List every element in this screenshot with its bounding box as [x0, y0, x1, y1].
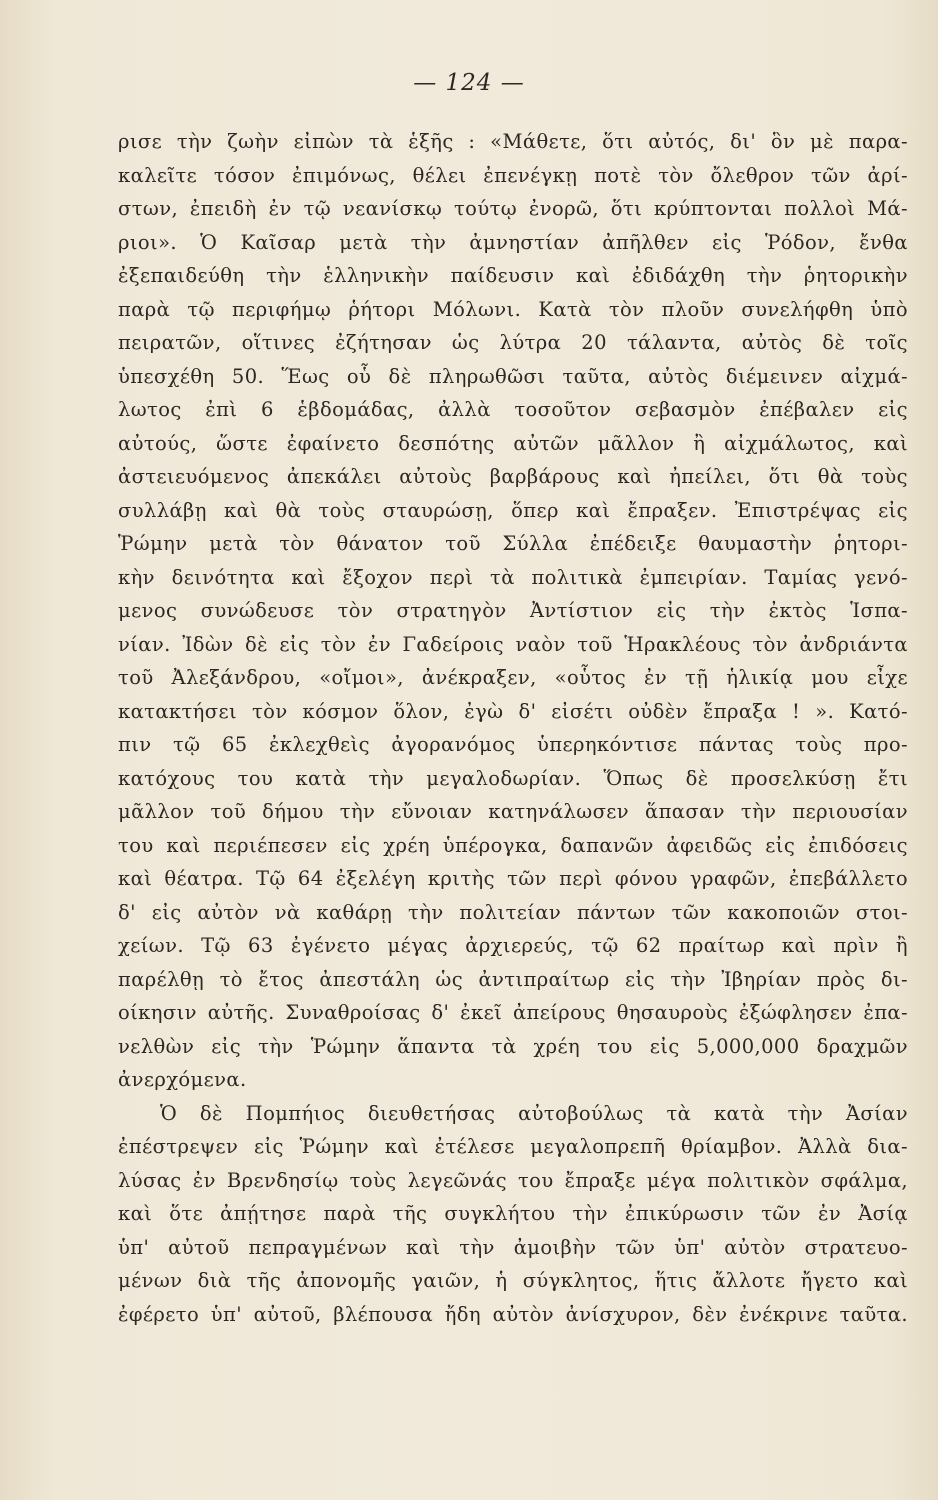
text-line: ρισε τὴν ζωὴν εἰπὼν τὰ ἑξῆς : «Μάθετε, ὅτι αὐτός, δι' ὃν μὲ παρα- — [118, 130, 908, 153]
text-line: ἐφέρετο ὑπ' αὐτοῦ, βλέπουσα ἤδη αὐτὸν ἀνίσχυρον, δὲν ἐνέκρινε ταῦτα. — [118, 1302, 908, 1326]
page-number: — 124 — — [413, 70, 525, 96]
text-line: μένων διὰ τῆς ἀπονομῆς γαιῶν, ἡ σύγκλητος, ἥτις ἄλλοτε ἤγετο καὶ — [118, 1269, 908, 1292]
text-line: δ' εἰς αὐτὸν νὰ καθάρῃ τὴν πολιτείαν πάντων τῶν κακοποιῶν στοι- — [118, 900, 908, 924]
text-line: πιν τῷ 65 ἐκλεχθεὶς ἀγορανόμος ὑπερηκόντισε πάντας τοὺς προ- — [118, 733, 908, 756]
text-line: πειρατῶν, οἵτινες ἐζήτησαν ὡς λύτρα 20 τάλαντα, αὐτὸς δὲ τοῖς — [118, 331, 908, 354]
text-line: στων, ἐπειδὴ ἐν τῷ νεανίσκῳ τούτῳ ἐνορῶ, ὅτι κρύπτονται πολλοὶ Μά- — [118, 197, 908, 220]
text-line: κατόχους του κατὰ τὴν μεγαλοδωρίαν. Ὅπως δὲ προσελκύσῃ ἔτι — [118, 766, 908, 790]
text-line: καὶ θέατρα. Τῷ 64 ἐξελέγη κριτὴς τῶν περὶ φόνου γραφῶν, ἐπεβάλλετο — [118, 867, 908, 890]
text-line: ἀστειευόμενος ἀπεκάλει αὐτοὺς βαρβάρους καὶ ἠπείλει, ὅτι θὰ τοὺς — [118, 465, 908, 488]
text-line: ἐξεπαιδεύθη τὴν ἑλληνικὴν παίδευσιν καὶ ἐδιδάχθη τὴν ῥητορικὴν — [118, 264, 908, 287]
text-line: μᾶλλον τοῦ δήμου τὴν εὔνοιαν κατηνάλωσεν ἅπασαν τὴν περιουσίαν — [118, 800, 908, 823]
text-line: κὴν δεινότητα καὶ ἔξοχον περὶ τὰ πολιτικὰ ἐμπειρίαν. Ταμίας γενό- — [118, 565, 908, 589]
text-line: ἐπέστρεψεν εἰς Ῥώμην καὶ ἐτέλεσε μεγαλοπρεπῆ θρίαμβον. Ἀλλὰ δια- — [118, 1135, 908, 1158]
text-line: ὑπεσχέθη 50. Ἕως οὗ δὲ πληρωθῶσι ταῦτα, αὐτὸς διέμεινεν αἰχμά- — [118, 364, 908, 388]
text-line: καὶ ὅτε ἀπῄτησε παρὰ τῆς συγκλήτου τὴν ἐπικύρωσιν τῶν ἐν Ἀσίᾳ — [118, 1202, 908, 1225]
text-line: λωτος ἐπὶ 6 ἑβδομάδας, ἀλλὰ τοσοῦτον σεβασμὸν ἐπέβαλεν εἰς — [118, 398, 908, 421]
text-line: παρέλθῃ τὸ ἔτος ἀπεστάλη ὡς ἀντιπραίτωρ εἰς τὴν Ἰβηρίαν πρὸς δι- — [118, 967, 908, 991]
text-line: ἀνερχόμενα. — [118, 1068, 247, 1091]
text-line: νίαν. Ἰδὼν δὲ εἰς τὸν ἐν Γαδείροις ναὸν τοῦ Ἡρακλέους τὸν ἀνδριάντα — [118, 632, 908, 656]
text-line: χείων. Τῷ 63 ἐγένετο μέγας ἀρχιερεύς, τῷ 62 πραίτωρ καὶ πρὶν ἢ — [118, 934, 908, 957]
text-line: αὐτούς, ὥστε ἐφαίνετο δεσπότης αὐτῶν μᾶλλον ἢ αἰχμάλωτος, καὶ — [118, 431, 908, 455]
text-line: του καὶ περιέπεσεν εἰς χρέη ὑπέρογκα, δαπανῶν ἀφειδῶς εἰς ἐπιδόσεις — [118, 833, 908, 857]
text-line: καλεῖτε τόσον ἐπιμόνως, θέλει ἐπενέγκῃ ποτὲ τὸν ὄλεθρον τῶν ἀρί- — [118, 163, 908, 187]
text-line: Ῥώμην μετὰ τὸν θάνατον τοῦ Σύλλα ἐπέδειξε θαυμαστὴν ῥητορι- — [118, 532, 908, 555]
text-line: ὑπ' αὐτοῦ πεπραγμένων καὶ τὴν ἀμοιβὴν τῶν ὑπ' αὐτὸν στρατευο- — [118, 1235, 908, 1259]
text-line: μενος συνώδευσε τὸν στρατηγὸν Ἀντίστιον εἰς τὴν ἐκτὸς Ἱσπα- — [118, 599, 908, 622]
text-line: τοῦ Ἀλεξάνδρου, «οἴμοι», ἀνέκραξεν, «οὗτος ἐν τῇ ἡλικίᾳ μου εἶχε — [118, 666, 908, 689]
text-line: συλλάβῃ καὶ θὰ τοὺς σταυρώσῃ, ὅπερ καὶ ἔπραξεν. Ἐπιστρέψας εἰς — [118, 498, 908, 522]
text-line: νελθὼν εἰς τὴν Ῥώμην ἅπαντα τὰ χρέη του εἰς 5,000,000 δραχμῶν — [118, 1034, 908, 1058]
text-line: ριοι». Ὁ Καῖσαρ μετὰ τὴν ἀμνηστίαν ἀπῆλθεν εἰς Ῥόδον, ἔνθα — [118, 230, 908, 254]
text-line: οίκησιν αὐτῆς. Συναθροίσας δ' ἐκεῖ ἀπείρους θησαυροὺς ἐξώφλησεν ἐπα- — [118, 1001, 908, 1024]
text-line: κατακτήσει τὸν κόσμον ὅλον, ἐγὼ δ' εἰσέτι οὐδὲν ἔπραξα ! ». Κατό- — [118, 699, 908, 723]
text-line: Ὁ δὲ Πομπήιος διευθετήσας αὐτοβούλως τὰ κατὰ τὴν Ἀσίαν — [160, 1101, 908, 1125]
text-line: παρὰ τῷ περιφήμῳ ῥήτορι Μόλωνι. Κατὰ τὸν πλοῦν συνελήφθη ὑπὸ — [118, 297, 908, 321]
body-text — [118, 125, 908, 1331]
text-line: λύσας ἐν Βρενδησίῳ τοὺς λεγεῶνάς του ἔπραξε μέγα πολιτικὸν σφάλμα, — [118, 1168, 908, 1192]
